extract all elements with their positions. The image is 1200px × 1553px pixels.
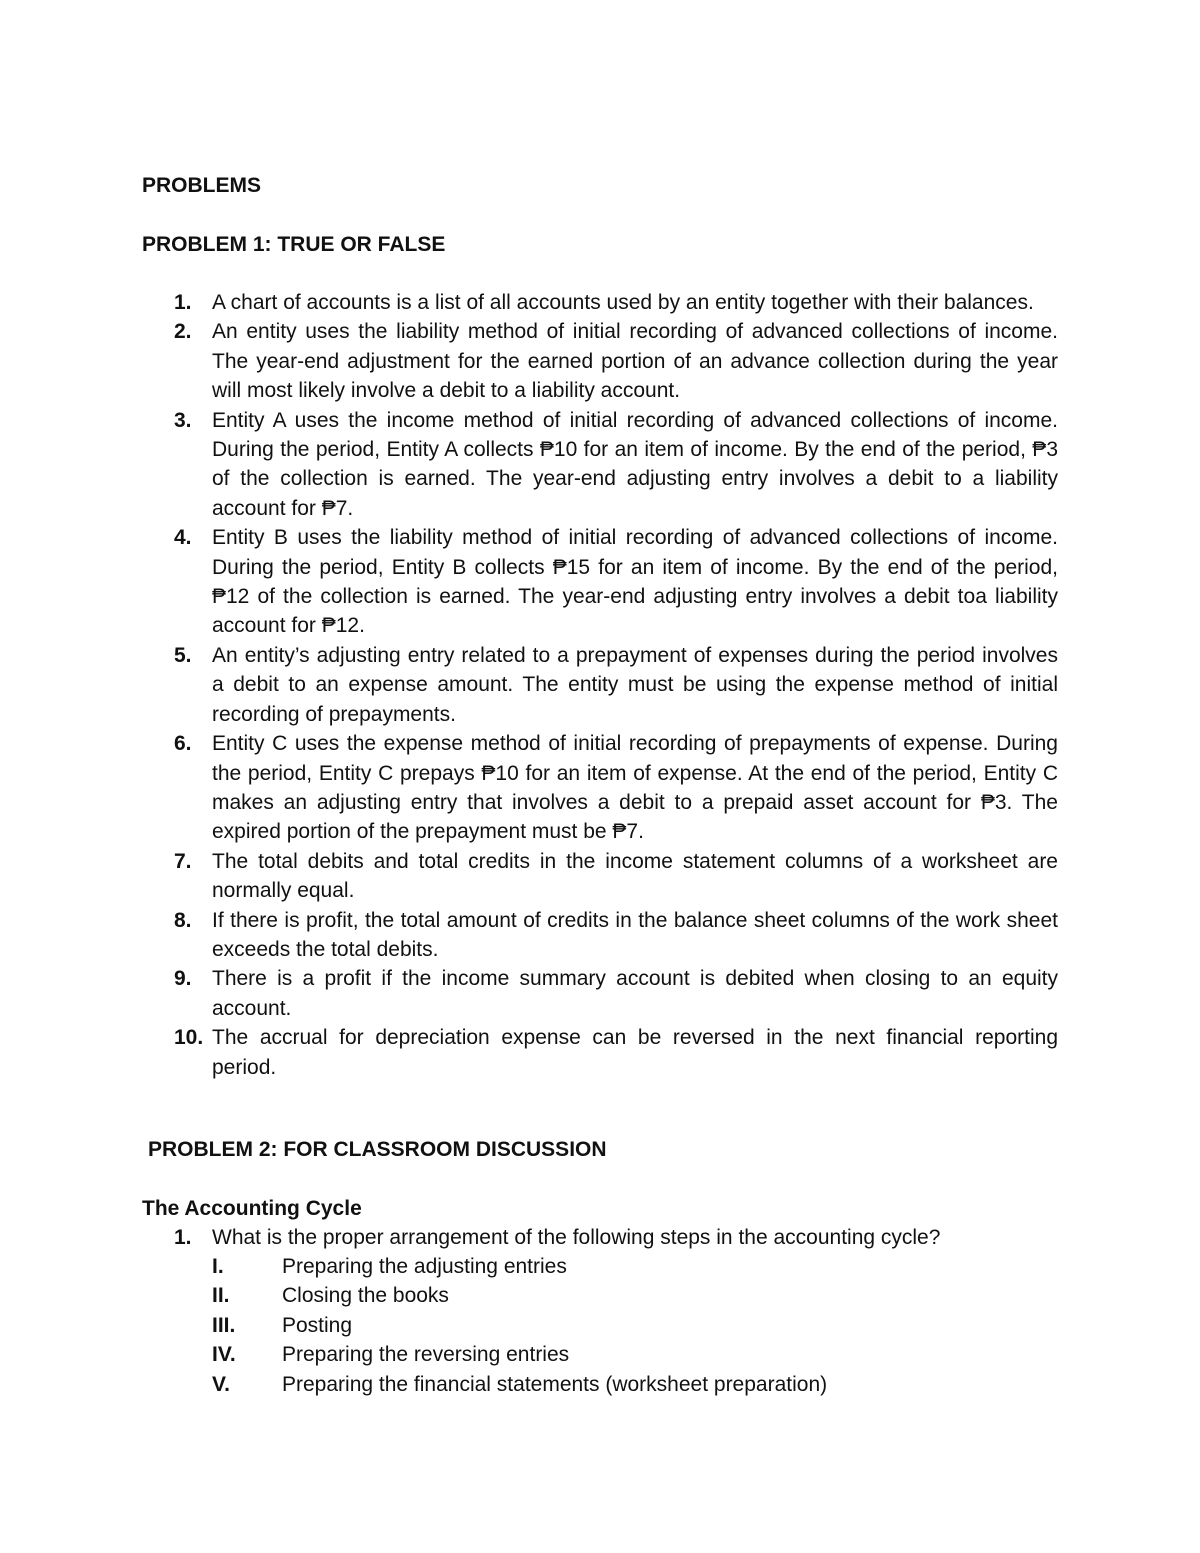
list-item bbox=[142, 288, 1058, 317]
question-number: 1. bbox=[174, 1226, 192, 1249]
item-number: 5. bbox=[174, 643, 192, 667]
list-item bbox=[142, 523, 1058, 641]
item-text: A chart of accounts is a list of all accounts used by an entity together with their balances. bbox=[212, 291, 1034, 314]
item-number: 8. bbox=[174, 908, 192, 932]
accounting-cycle-heading: The Accounting Cycle bbox=[142, 1197, 362, 1220]
item-number: 10. bbox=[174, 1026, 204, 1050]
step-text: Posting bbox=[282, 1313, 353, 1337]
item-text: The total debits and total credits in the income statement columns of a worksheet are normally equal. bbox=[212, 849, 1058, 903]
list-item bbox=[142, 406, 1058, 524]
item-number: 1. bbox=[174, 291, 192, 314]
step-number: III. bbox=[212, 1313, 236, 1337]
step-text: Preparing the adjusting entries bbox=[282, 1255, 567, 1278]
item-number: 3. bbox=[174, 408, 192, 432]
true-false-list bbox=[142, 288, 1058, 1082]
item-text: There is a profit if the income summary account is debited when closing to an equity account. bbox=[212, 967, 1058, 1020]
step-text: Preparing the reversing entries bbox=[282, 1343, 570, 1367]
step-text: Preparing the financial statements (worksheet preparation) bbox=[282, 1372, 828, 1396]
list-item bbox=[142, 847, 1058, 906]
step-number: I. bbox=[212, 1255, 224, 1278]
page-title: PROBLEMS bbox=[142, 174, 262, 197]
list-item bbox=[142, 641, 1058, 729]
item-text: Entity C uses the expense method of initial recording of prepayments of expense. During the period, Entity C prepays ₱10 for an item of expense. At the end of the period, Entity C makes an adjusting entry that involves a debit to a prepaid asset account for ₱3. The expired portion of the prepayment must be ₱7. bbox=[212, 732, 1058, 844]
item-number: 9. bbox=[174, 967, 192, 991]
list-item bbox=[142, 1023, 1058, 1082]
problem-1-heading: PROBLEM 1: TRUE OR FALSE bbox=[142, 233, 446, 256]
problem-2-heading: PROBLEM 2: FOR CLASSROOM DISCUSSION bbox=[148, 1138, 607, 1161]
item-text: Entity B uses the liability method of initial recording of advanced collections of income. During the period, Entity B collects ₱15 for an item of income. By the end of the period, ₱12 of the collection is earned. The year-end adjusting entry involves a debit toa liability account for ₱12. bbox=[212, 526, 1058, 638]
question-text: What is the proper arrangement of the following steps in the accounting cycle? bbox=[212, 1226, 941, 1249]
item-text: The accrual for depreciation expense can be reversed in the next financial reporting period. bbox=[212, 1026, 1058, 1079]
list-item bbox=[142, 964, 1058, 1023]
step-number: IV. bbox=[212, 1343, 236, 1367]
item-number: 6. bbox=[174, 732, 192, 756]
cycle-question bbox=[174, 1223, 940, 1252]
list-item bbox=[142, 906, 1058, 965]
step-number: V. bbox=[212, 1372, 230, 1396]
list-item bbox=[142, 317, 1058, 405]
step-text: Closing the books bbox=[282, 1284, 449, 1308]
list-item bbox=[142, 729, 1058, 847]
item-number: 7. bbox=[174, 849, 192, 873]
item-text: An entity’s adjusting entry related to a prepayment of expenses during the period involves a debit to an expense amount. The entity must be using the expense method of initial recording of prepayments. bbox=[212, 643, 1058, 726]
item-number: 4. bbox=[174, 526, 192, 550]
step-number: II. bbox=[212, 1284, 230, 1308]
item-text: Entity A uses the income method of initial recording of advanced collections of income. During the period, Entity A collects ₱10 for an item of income. By the end of the period, ₱3 of the collection is earned. The year-end adjusting entry involves a debit to a liability account for ₱7. bbox=[212, 408, 1058, 520]
item-text: If there is profit, the total amount of credits in the balance sheet columns of the work sheet exceeds the total debits. bbox=[212, 908, 1058, 961]
item-number: 2. bbox=[174, 320, 192, 344]
item-text: An entity uses the liability method of initial recording of advanced collections of income. The year-end adjustment for the earned portion of an advance collection during the year will most likely involve a debit to a liability account. bbox=[212, 320, 1058, 403]
